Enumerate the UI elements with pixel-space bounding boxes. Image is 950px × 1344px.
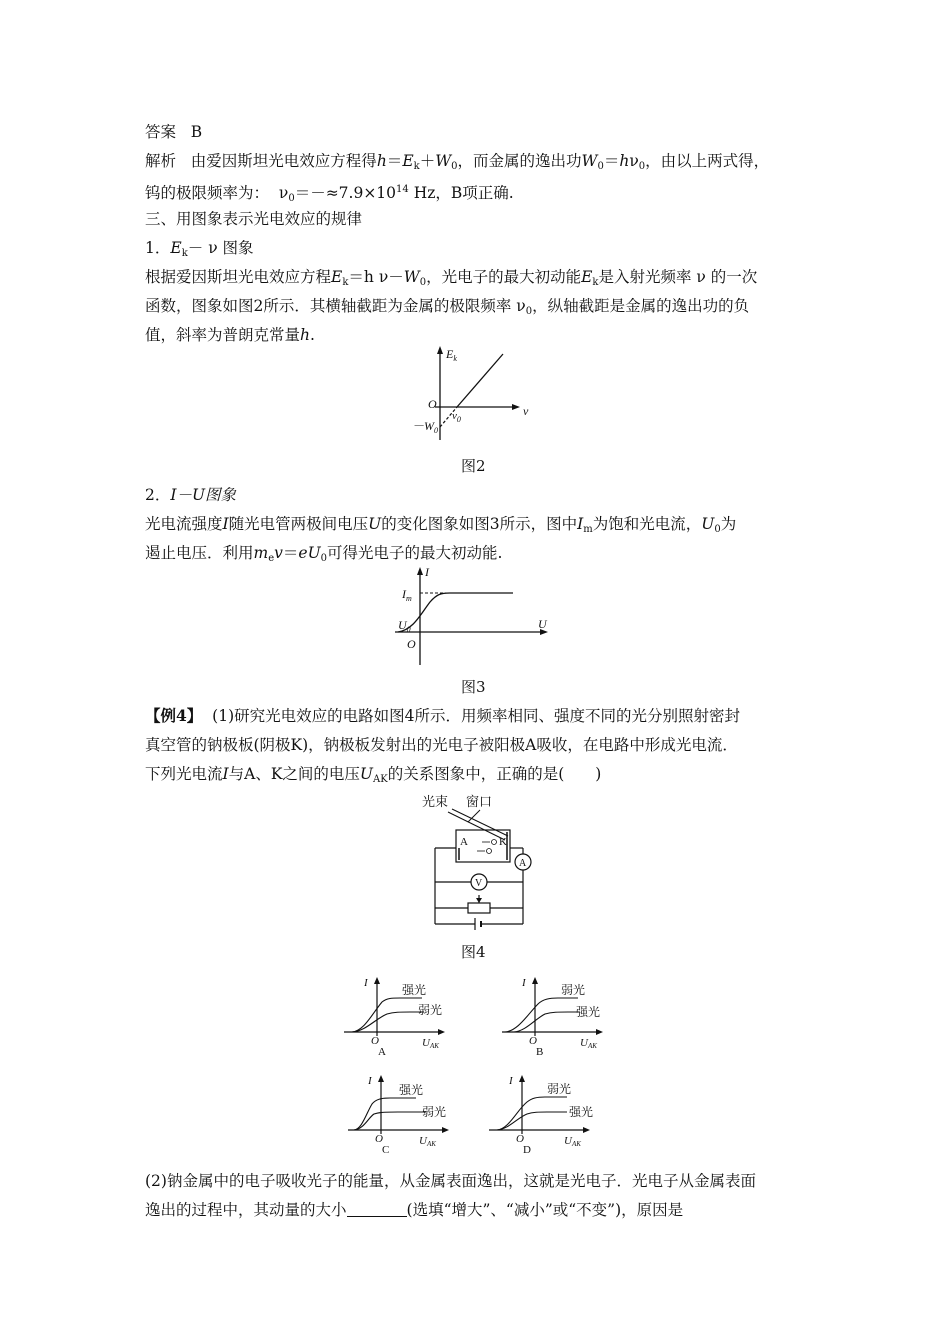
fig4-rheostat	[468, 903, 490, 913]
option-a-curve-lower	[352, 1012, 424, 1032]
fig3-curve	[398, 593, 513, 632]
option-d-curve-upper	[497, 1097, 567, 1130]
option-c-i-label: I	[368, 1075, 372, 1087]
fig4-beam-ray-2	[452, 809, 508, 836]
option-c-u-label: UAK	[419, 1135, 436, 1148]
option-a-letter: A	[378, 1046, 386, 1058]
para2-line-1: 光电流强度I随光电管两极间电压U的变化图象如图3所示，图中$I_m$为饱和光电流，$U_0$为	[145, 515, 737, 535]
option-c-upper-label: 强光	[399, 1083, 424, 1097]
para1-line-2: 函数，图象如图2所示．其横轴截距为金属的极限频率 $\nu_0$，纵轴截距是金属的逸出功的负	[145, 297, 750, 317]
option-a-curve-upper	[352, 998, 422, 1032]
option-d-i-label: I	[509, 1075, 513, 1087]
fig3-u0: $U_0$	[398, 618, 411, 634]
option-b-lower-label: 强光	[576, 1005, 601, 1019]
fig2-solid-line	[457, 354, 503, 407]
option-a-graph	[342, 976, 452, 1056]
fig2-origin: O	[428, 397, 437, 411]
option-b-graph	[500, 976, 610, 1056]
option-d-x-arrow	[583, 1127, 590, 1133]
fig4-window-line	[468, 810, 480, 822]
option-c-letter: C	[382, 1144, 390, 1156]
option-d-o-label: O	[516, 1133, 524, 1145]
fig3-im: $I_m$	[402, 587, 412, 603]
option-d-u-label: UAK	[564, 1135, 581, 1148]
option-b-letter: B	[536, 1046, 544, 1058]
option-d-letter: D	[523, 1144, 531, 1156]
figure-2	[395, 345, 555, 445]
part2-line-2: 逸出的过程中，其动量的大小 (选填“增大”、“减小”或“不变”)，原因是	[145, 1201, 684, 1219]
option-a-lower-label: 弱光	[418, 1003, 443, 1017]
fig4-electron-1	[492, 840, 497, 845]
fig2-y-label: $E_k$	[446, 347, 457, 363]
option-d-graph	[487, 1074, 597, 1154]
option-c-curve-lower	[354, 1112, 426, 1130]
option-d-lower-label: 强光	[569, 1105, 594, 1119]
option-b-y-arrow	[532, 977, 538, 984]
fig4-window-label: 窗口	[466, 794, 493, 809]
fig2-nu0: $\nu_0$	[452, 410, 461, 424]
para1-line-3: 值，斜率为普朗克常量h.	[145, 326, 315, 344]
option-b-upper-label: 弱光	[561, 983, 586, 997]
fig4-electron-2	[487, 849, 492, 854]
option-a-u-label: UAK	[422, 1037, 439, 1050]
answer-value: B	[190, 123, 203, 141]
fig2-caption: 图2	[461, 457, 486, 475]
fig4-voltmeter-label: V	[475, 878, 483, 889]
answer-line	[145, 122, 202, 142]
subheading-1: 1．$E_k- \nu$ 图象	[145, 239, 254, 259]
part2-line-1: (2)钠金属中的电子吸收光子的能量，从金属表面逸出，这就是光电子．光电子从金属表面	[145, 1172, 756, 1190]
option-c-y-arrow	[378, 1075, 384, 1082]
option-b-curve-upper	[505, 998, 578, 1032]
figure-3	[395, 560, 575, 670]
fig2-x-arrow	[512, 404, 520, 410]
fig3-caption: 图3	[461, 678, 486, 696]
ex4-line-3: 下列光电流I与A、K之间的电压$U_{AK}$的关系图象中，正确的是( )	[145, 765, 602, 785]
ex4-line-1: 【例4】 (1)研究光电效应的电路如图4所示．用频率相同、强度不同的光分别照射密封	[145, 706, 740, 725]
option-c-graph	[346, 1074, 456, 1154]
para2-line-2: 遏止电压．利用$m_ev=eU_0$可得光电子的最大初动能.	[145, 544, 503, 564]
option-a-x-arrow	[438, 1029, 445, 1035]
option-b-u-label: UAK	[580, 1037, 597, 1050]
option-d-y-arrow	[519, 1075, 525, 1082]
answer-blank[interactable]	[347, 1202, 407, 1217]
fig4-anode-label: A	[460, 836, 468, 848]
fig4-ammeter-label: A	[519, 858, 527, 869]
fig4-caption: 图4	[461, 943, 486, 961]
option-c-x-arrow	[442, 1127, 449, 1133]
fig4-beam-label: 光束	[422, 794, 449, 809]
fig3-x-label: U	[538, 617, 547, 631]
option-a-upper-label: 强光	[402, 983, 427, 997]
figure-4-circuit	[420, 792, 550, 932]
option-b-o-label: O	[529, 1035, 537, 1047]
fig3-y-arrow	[417, 567, 423, 575]
option-c-lower-label: 弱光	[422, 1105, 447, 1119]
fig2-w0: $-W_0$	[412, 419, 438, 435]
analysis-line-2: 钨的极限频率为： $\nu_0=-\approx 7.9\times 10^{14}$ Hz，B项正确.	[145, 184, 514, 204]
fig2-x-label: ν	[523, 404, 529, 418]
option-b-x-arrow	[596, 1029, 603, 1035]
option-a-y-arrow	[374, 977, 380, 984]
fig4-cathode-label: K	[499, 836, 507, 848]
option-a-o-label: O	[371, 1035, 379, 1047]
option-d-upper-label: 弱光	[547, 1082, 572, 1096]
answer-label: 答案	[145, 123, 177, 141]
fig4-slider-arrow	[476, 898, 482, 903]
section-heading-3: 三、用图象表示光电效应的规律	[145, 210, 363, 228]
ex4-line-2: 真空管的钠极板(阴极K)，钠极板发射出的光电子被阳极A吸收，在电路中形成光电流．	[145, 736, 738, 754]
option-d-curve-lower	[497, 1112, 567, 1130]
option-b-i-label: I	[522, 977, 526, 989]
subheading-2: 2．I－U图象	[145, 486, 237, 504]
fig2-y-arrow	[437, 346, 443, 354]
fig3-origin: O	[407, 637, 416, 651]
ex4-tag: 【例4】	[145, 706, 203, 725]
analysis-label: 解析	[145, 152, 177, 170]
option-b-curve-lower	[514, 1012, 580, 1032]
fig3-y-label: I	[425, 565, 429, 579]
para1-line-1: 根据爱因斯坦光电效应方程$E_k=h$ $\nu-W_0$，光电子的最大初动能$E_k$是入射光频率 ν 的一次	[145, 268, 758, 288]
option-c-o-label: O	[375, 1133, 383, 1145]
option-a-i-label: I	[364, 977, 368, 989]
analysis-line-1: 解析 由爱因斯坦光电效应方程得$h=E_k+W_0$，而金属的逸出功$W_0=h\nu_0$，由以上两式得，	[145, 152, 770, 172]
